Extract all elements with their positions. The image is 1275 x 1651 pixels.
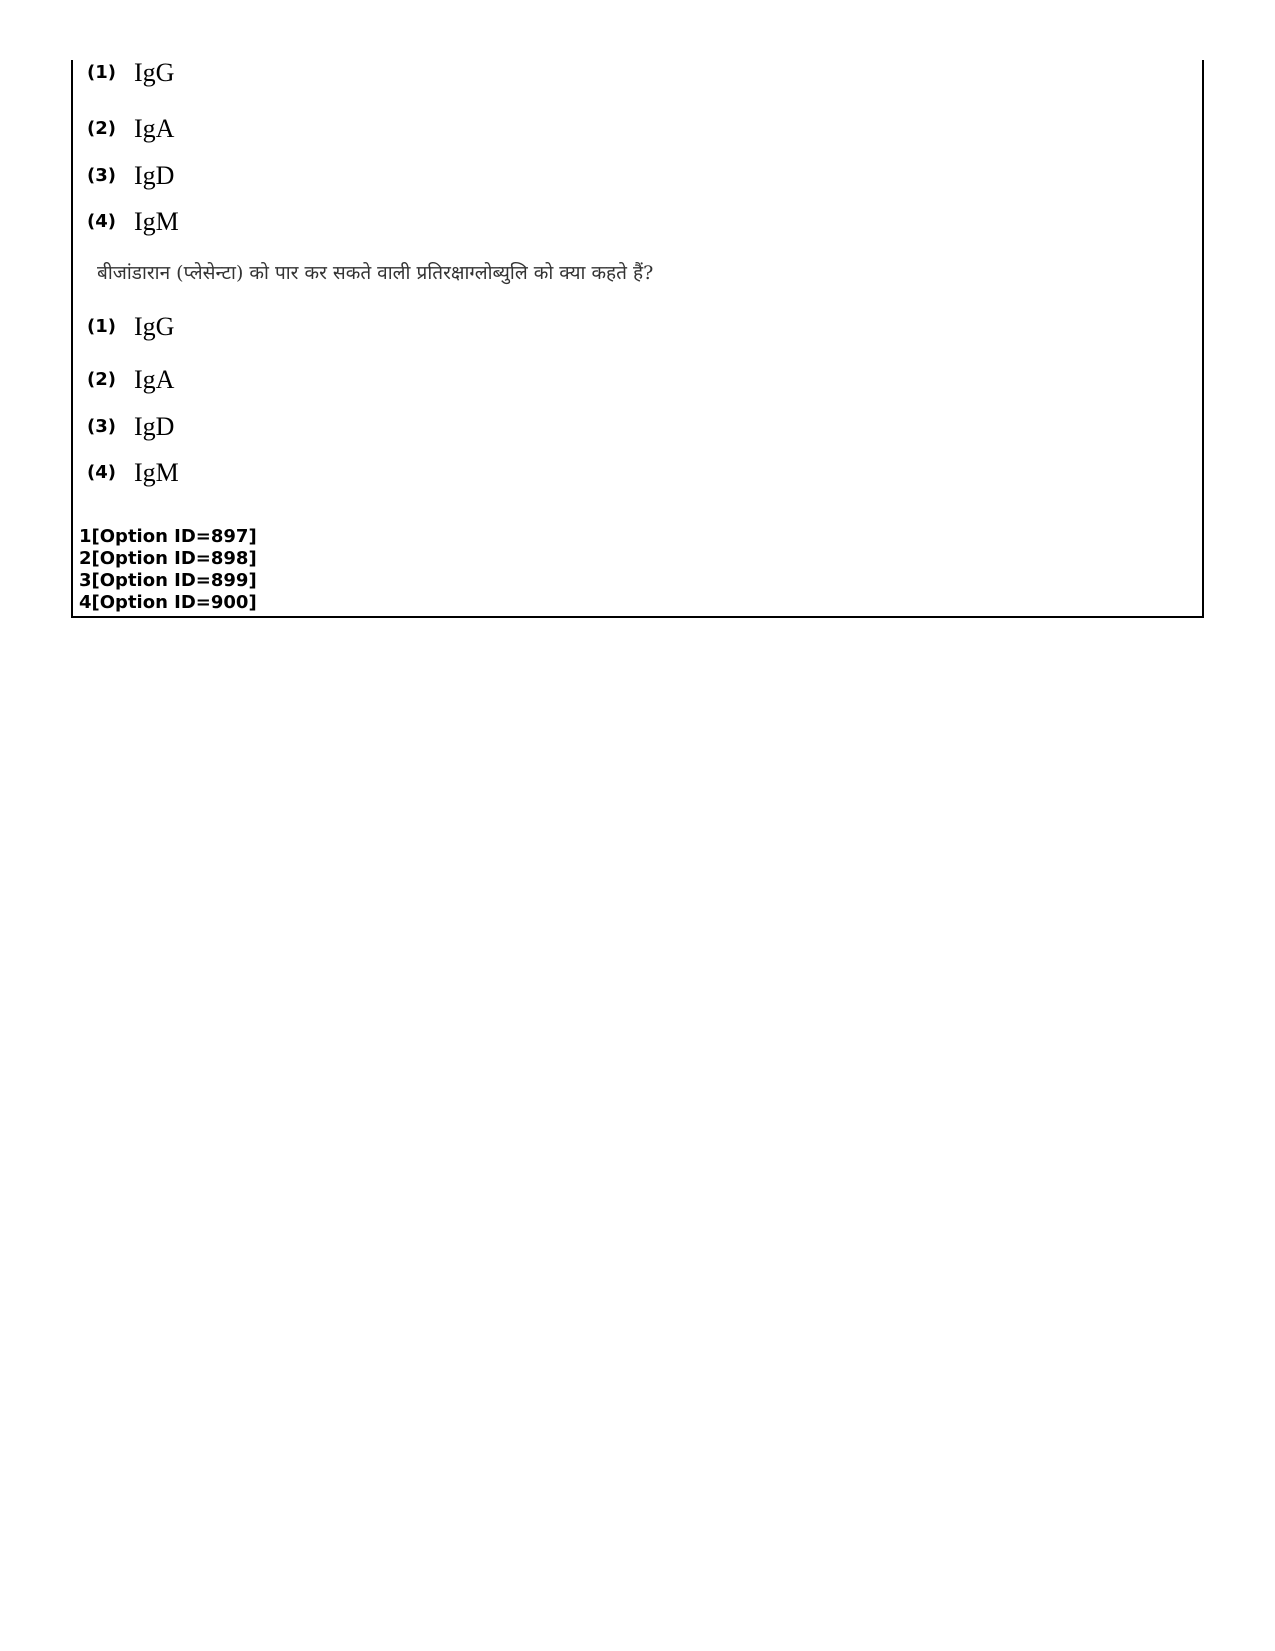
option-number: (3) <box>87 416 116 437</box>
option-id-4: 4[Option ID=900] <box>79 592 257 613</box>
hindi-question-text: बीजांडारान (प्लेसेन्टा) को पार कर सकते वाली प्रतिरक्षाग्लोब्युलि को क्या कहते हैं? <box>97 262 654 284</box>
option-text: IgA <box>134 365 175 394</box>
option-number: (4) <box>87 211 116 232</box>
question-box <box>71 60 1204 618</box>
option-text: IgM <box>134 458 179 487</box>
option-id-1: 1[Option ID=897] <box>79 526 257 547</box>
option-id-3: 3[Option ID=899] <box>79 570 257 591</box>
option-text: IgA <box>134 114 175 143</box>
option-id-list <box>79 526 257 614</box>
option-text: IgG <box>134 58 175 87</box>
option-number: (2) <box>87 118 116 139</box>
option-id-2: 2[Option ID=898] <box>79 548 257 569</box>
option-number: (2) <box>87 369 116 390</box>
option-text: IgD <box>134 161 175 190</box>
option-number: (4) <box>87 462 116 483</box>
option-text: IgD <box>134 412 175 441</box>
option-text: IgG <box>134 312 175 341</box>
option-number: (3) <box>87 165 116 186</box>
option-number: (1) <box>87 316 116 337</box>
option-number: (1) <box>87 62 116 83</box>
option-text: IgM <box>134 207 179 236</box>
